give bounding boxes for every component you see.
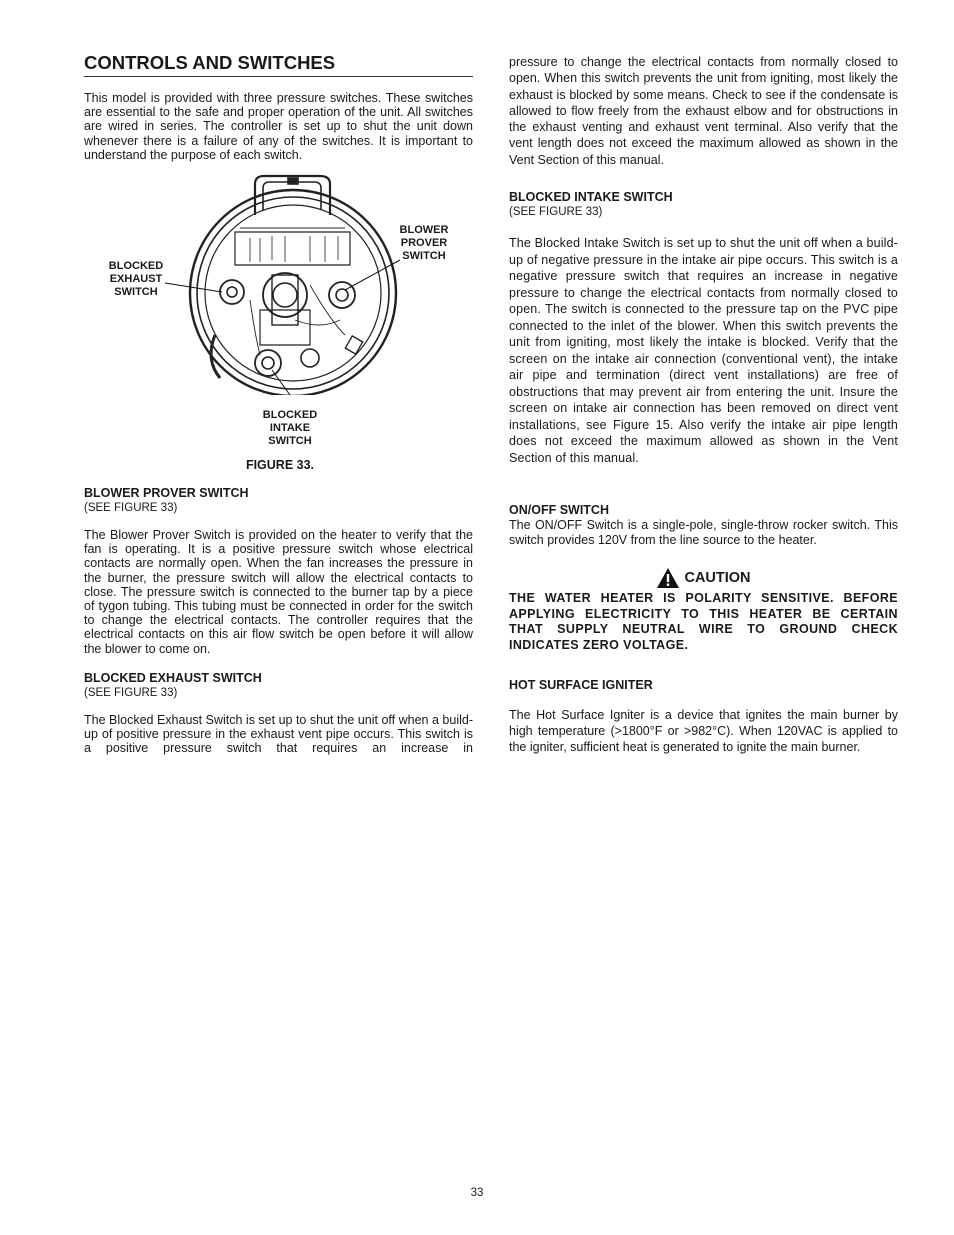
blower-prover-body: The Blower Prover Switch is provided on the heater to verify that the fan is operating. It is a positive pressure switch whose electrical contacts are normally open. When the fan increases the pressure in the burner, the pressure switch will allow the electrical contacts to close. The pressure switch is connected to the burner tap by a piece of tygon tubing. This tubing must be connected in order for the switch to change the electrical contacts. The controller requires that the electrical contacts on this air flow switch be open before it will allow the blower to come on. (84, 528, 473, 656)
igniter-body: The Hot Surface Igniter is a device that ignites the main burner by high temperature (>1800°F or >982°C). When 120VAC is applied to the igniter, sufficient heat is generated to ignite the main burner. (509, 708, 898, 754)
callout-blocked-intake-switch: BLOCKED INTAKE SWITCH (262, 409, 318, 447)
caution-body: THE WATER HEATER IS POLARITY SENSITIVE. BEFORE APPLYING ELECTRICITY TO THIS HEATER BE CERTAIN THAT SUPPLY NEUTRAL WIRE TO GROUND CHECK INDICATES ZERO VOLTAGE. (509, 591, 898, 652)
blower-prover-section (84, 486, 473, 656)
igniter-section (509, 678, 898, 755)
caution-title: CAUTION (684, 570, 751, 586)
intro-paragraph: This model is provided with three pressure switches. These switches are essential to the safe and proper operation of the unit. All switches are wired in series. The controller is set up to shut the unit down whenever there is a failure of any of the switches. It is important to understand the purpose of each switch. (84, 91, 473, 162)
page-number: 33 (470, 1187, 484, 1199)
blower-prover-see-figure: (SEE FIGURE 33) (84, 502, 178, 514)
igniter-heading: HOT SURFACE IGNITER (509, 678, 653, 692)
figure-33-illustration (160, 170, 400, 395)
warning-triangle-icon (656, 567, 680, 589)
blocked-intake-body: The Blocked Intake Switch is set up to shut the unit off when a build-up of negative pressure in the intake air pipe occurs. This switch is a negative pressure switch that requires an increase in negative pressure to change the electrical contacts from normally closed to open. The switch is connected to the pressure tap on the PVC pipe connected to the inlet of the blower. When this switch prevents the unit from igniting, most likely the intake is blocked. Verify that the screen on the intake air connection (conventional vent), the intake air pipe and termination (direct vent installations) are free of obstructions that may prevent air from entering the unit. Insure the screen on intake air connection has been removed on direct vent installations, see Figure 15. Also verify the intake air pipe length does not exceed the maximum allowed as shown in the Vent Section of this manual. (509, 236, 898, 465)
blocked-exhaust-body: The Blocked Exhaust Switch is set up to shut the unit off when a build-up of positive pressure in the exhaust vent pipe occurs. This switch is a positive pressure switch that requires an increase in (84, 713, 473, 756)
caution-title-row (509, 567, 898, 589)
callout-blower-prover-switch: BLOWER PROVER SWITCH (399, 224, 449, 262)
blocked-exhaust-heading: BLOCKED EXHAUST SWITCH (84, 671, 262, 685)
blocked-exhaust-see-figure: (SEE FIGURE 33) (84, 687, 178, 699)
blocked-intake-heading: BLOCKED INTAKE SWITCH (509, 190, 673, 204)
onoff-heading: ON/OFF SWITCH (509, 503, 609, 517)
onoff-body: The ON/OFF Switch is a single-pole, single-throw rocker switch. This switch provides 120V from the line source to the heater. (509, 518, 898, 547)
section-title: CONTROLS AND SWITCHES (84, 52, 473, 77)
blocked-exhaust-body-continued: pressure to change the electrical contacts from normally closed to open. When this switch prevents the unit from igniting, most likely the exhaust is blocked by some means. Check to see if the condensate is allowed to flow freely from the exhaust elbow and for obstructions in the exhaust venting and exhaust vent terminal. Also verify that the vent length does not exceed the maximum allowed as shown in the Vent Section of this manual. (509, 55, 898, 167)
blocked-intake-section (509, 190, 898, 466)
blower-prover-heading: BLOWER PROVER SWITCH (84, 486, 249, 500)
caution-box (509, 567, 898, 653)
onoff-section (509, 503, 898, 548)
blocked-exhaust-section (84, 671, 473, 756)
callout-blocked-exhaust-switch: BLOCKED EXHAUST SWITCH (108, 260, 164, 298)
figure-caption: FIGURE 33. (245, 458, 315, 472)
heater-top-diagram (160, 170, 400, 395)
blocked-intake-see-figure: (SEE FIGURE 33) (509, 206, 603, 218)
